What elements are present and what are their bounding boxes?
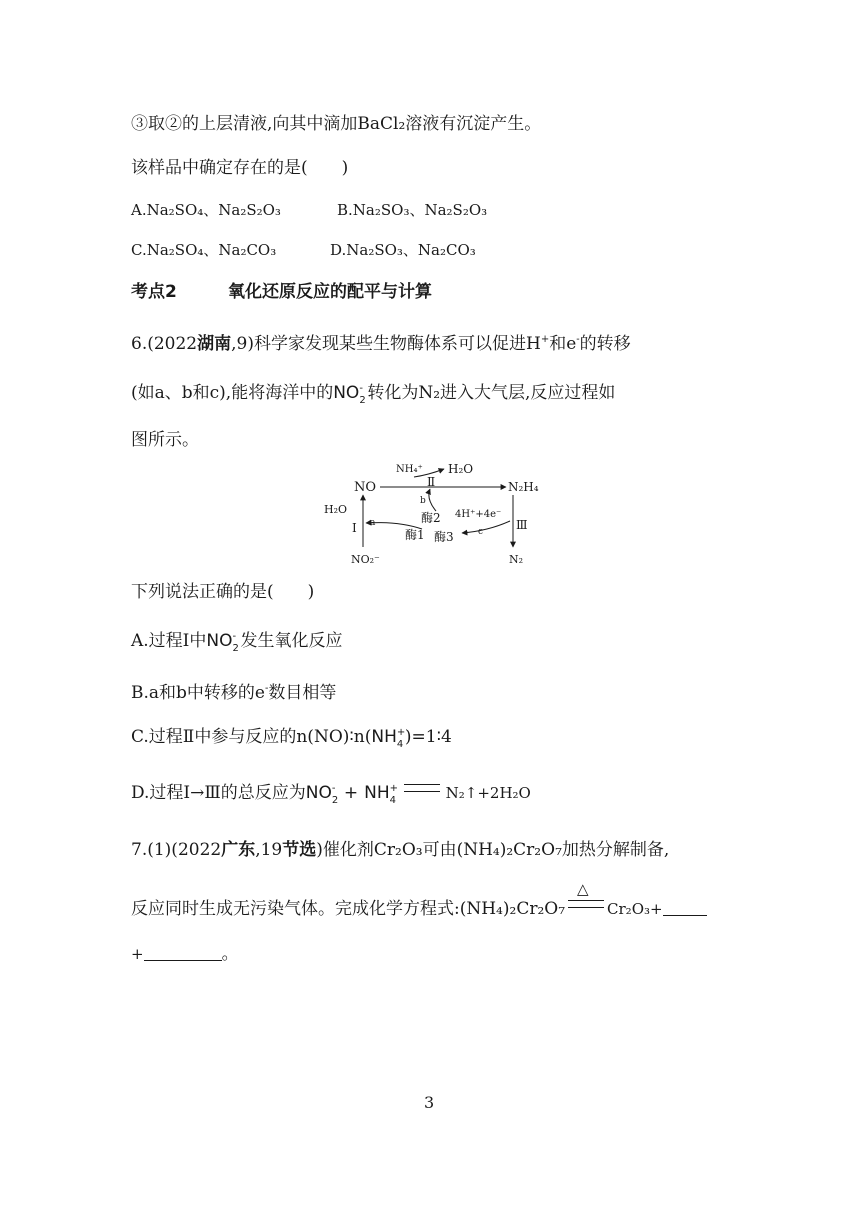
q6-number: 6.(	[131, 334, 154, 354]
section-label: 考点2	[131, 282, 177, 302]
diagram-n2: N₂	[509, 553, 524, 566]
diagram-roman-1: Ⅰ	[352, 521, 357, 535]
diagram-roman-2: Ⅱ	[427, 475, 436, 489]
q6-ref-plus: +	[540, 334, 550, 345]
equals-sign	[404, 784, 440, 792]
diagram-label-a: a	[370, 518, 376, 528]
q6-ref2-minus: -	[576, 334, 580, 345]
q5-option-d: D.Na₂SO₃、Na₂CO₃	[330, 241, 476, 259]
q6-year: 2022	[153, 334, 198, 354]
diagram-no: NO	[354, 480, 377, 495]
q6-ref: ,9)科学家发现某些生物酶体系可以促进H	[231, 334, 541, 354]
q6-option-d-ion1: NO - 2	[305, 783, 339, 806]
q6-source: 湖南	[197, 334, 232, 354]
q6-option-d: D.过程Ⅰ→Ⅲ的总反应为NO - 2 + NH + 4 N₂↑+2H₂O	[131, 783, 531, 806]
heat-symbol: △	[577, 880, 589, 898]
q6-line2	[131, 381, 615, 405]
q6-ref3: 的转移	[579, 334, 631, 354]
q6-line2b: 转化为N₂进入大气层,反应过程如	[367, 383, 616, 403]
diagram-label-b: b	[420, 496, 426, 506]
diagram-electrons: 4H⁺+4e⁻	[455, 509, 502, 520]
q6-line2a: (如a、b和c),能将海洋中的	[131, 383, 334, 403]
reaction-diagram	[318, 455, 558, 575]
q6-option-c: C.过程Ⅱ中参与反应的n(NO)∶n(NH + 4 )=1∶4	[131, 727, 452, 750]
q7-line3: + 。	[131, 944, 239, 964]
diagram-no2: NO₂⁻	[351, 553, 380, 566]
q6-no2-ion: NO - 2	[333, 383, 366, 406]
q6-option-a-ion: NO - 2	[206, 631, 239, 654]
diagram-roman-3: Ⅲ	[516, 518, 528, 532]
diagram-label-c: c	[478, 527, 484, 537]
diagram-arrow-c	[462, 521, 510, 533]
diagram-nh4: NH₄⁺	[396, 464, 423, 475]
answer-blank-1[interactable]	[663, 903, 707, 916]
answer-blank-2[interactable]	[144, 948, 222, 961]
heat-equals-sign	[568, 900, 604, 908]
diagram-arrow-b	[429, 489, 436, 511]
q6-ref2: 和e	[549, 334, 577, 354]
q6-option-d-ion2: NH + 4	[364, 783, 399, 806]
diagram-enzyme-3: 酶3	[434, 530, 454, 544]
diagram-h2o-top: H₂O	[448, 462, 474, 476]
q6-question: 下列说法正确的是( )	[131, 582, 315, 602]
q6-option-a: A.过程Ⅰ中NO - 2 发生氧化反应	[131, 631, 343, 654]
q6-option-c-ion: NH + 4	[371, 727, 406, 750]
q6-line3: 图所示。	[131, 430, 199, 450]
section-title: 氧化还原反应的配平与计算	[228, 282, 432, 302]
diagram-n2h4: N₂H₄	[508, 480, 539, 494]
diagram-enzyme-2: 酶2	[421, 511, 441, 525]
q5-option-b: B.Na₂SO₃、Na₂S₂O₃	[337, 201, 488, 219]
page-number: 3	[424, 1093, 435, 1112]
q5-line3: ③取②的上层清液,向其中滴加BaCl₂溶液有沉淀产生。	[131, 114, 542, 134]
q5-question: 该样品中确定存在的是( )	[131, 158, 349, 178]
q6-line1	[131, 328, 631, 356]
q5-option-c: C.Na₂SO₄、Na₂CO₃	[131, 241, 277, 259]
diagram-h2o-left: H₂O	[324, 503, 348, 516]
q5-option-a: A.Na₂SO₄、Na₂S₂O₃	[131, 201, 281, 219]
q7-line1: 7.(1)(2022广东,19节选)催化剂Cr₂O₃可由(NH₄)₂Cr₂O₇加热分解制备,	[131, 840, 670, 860]
q6-option-b: B.a和b中转移的e-数目相等	[131, 683, 337, 703]
q7-line2: 反应同时生成无污染气体。完成化学方程式:(NH₄)₂Cr₂O₇ △ Cr₂O₃+	[131, 897, 707, 921]
diagram-enzyme-1: 酶1	[405, 528, 425, 542]
